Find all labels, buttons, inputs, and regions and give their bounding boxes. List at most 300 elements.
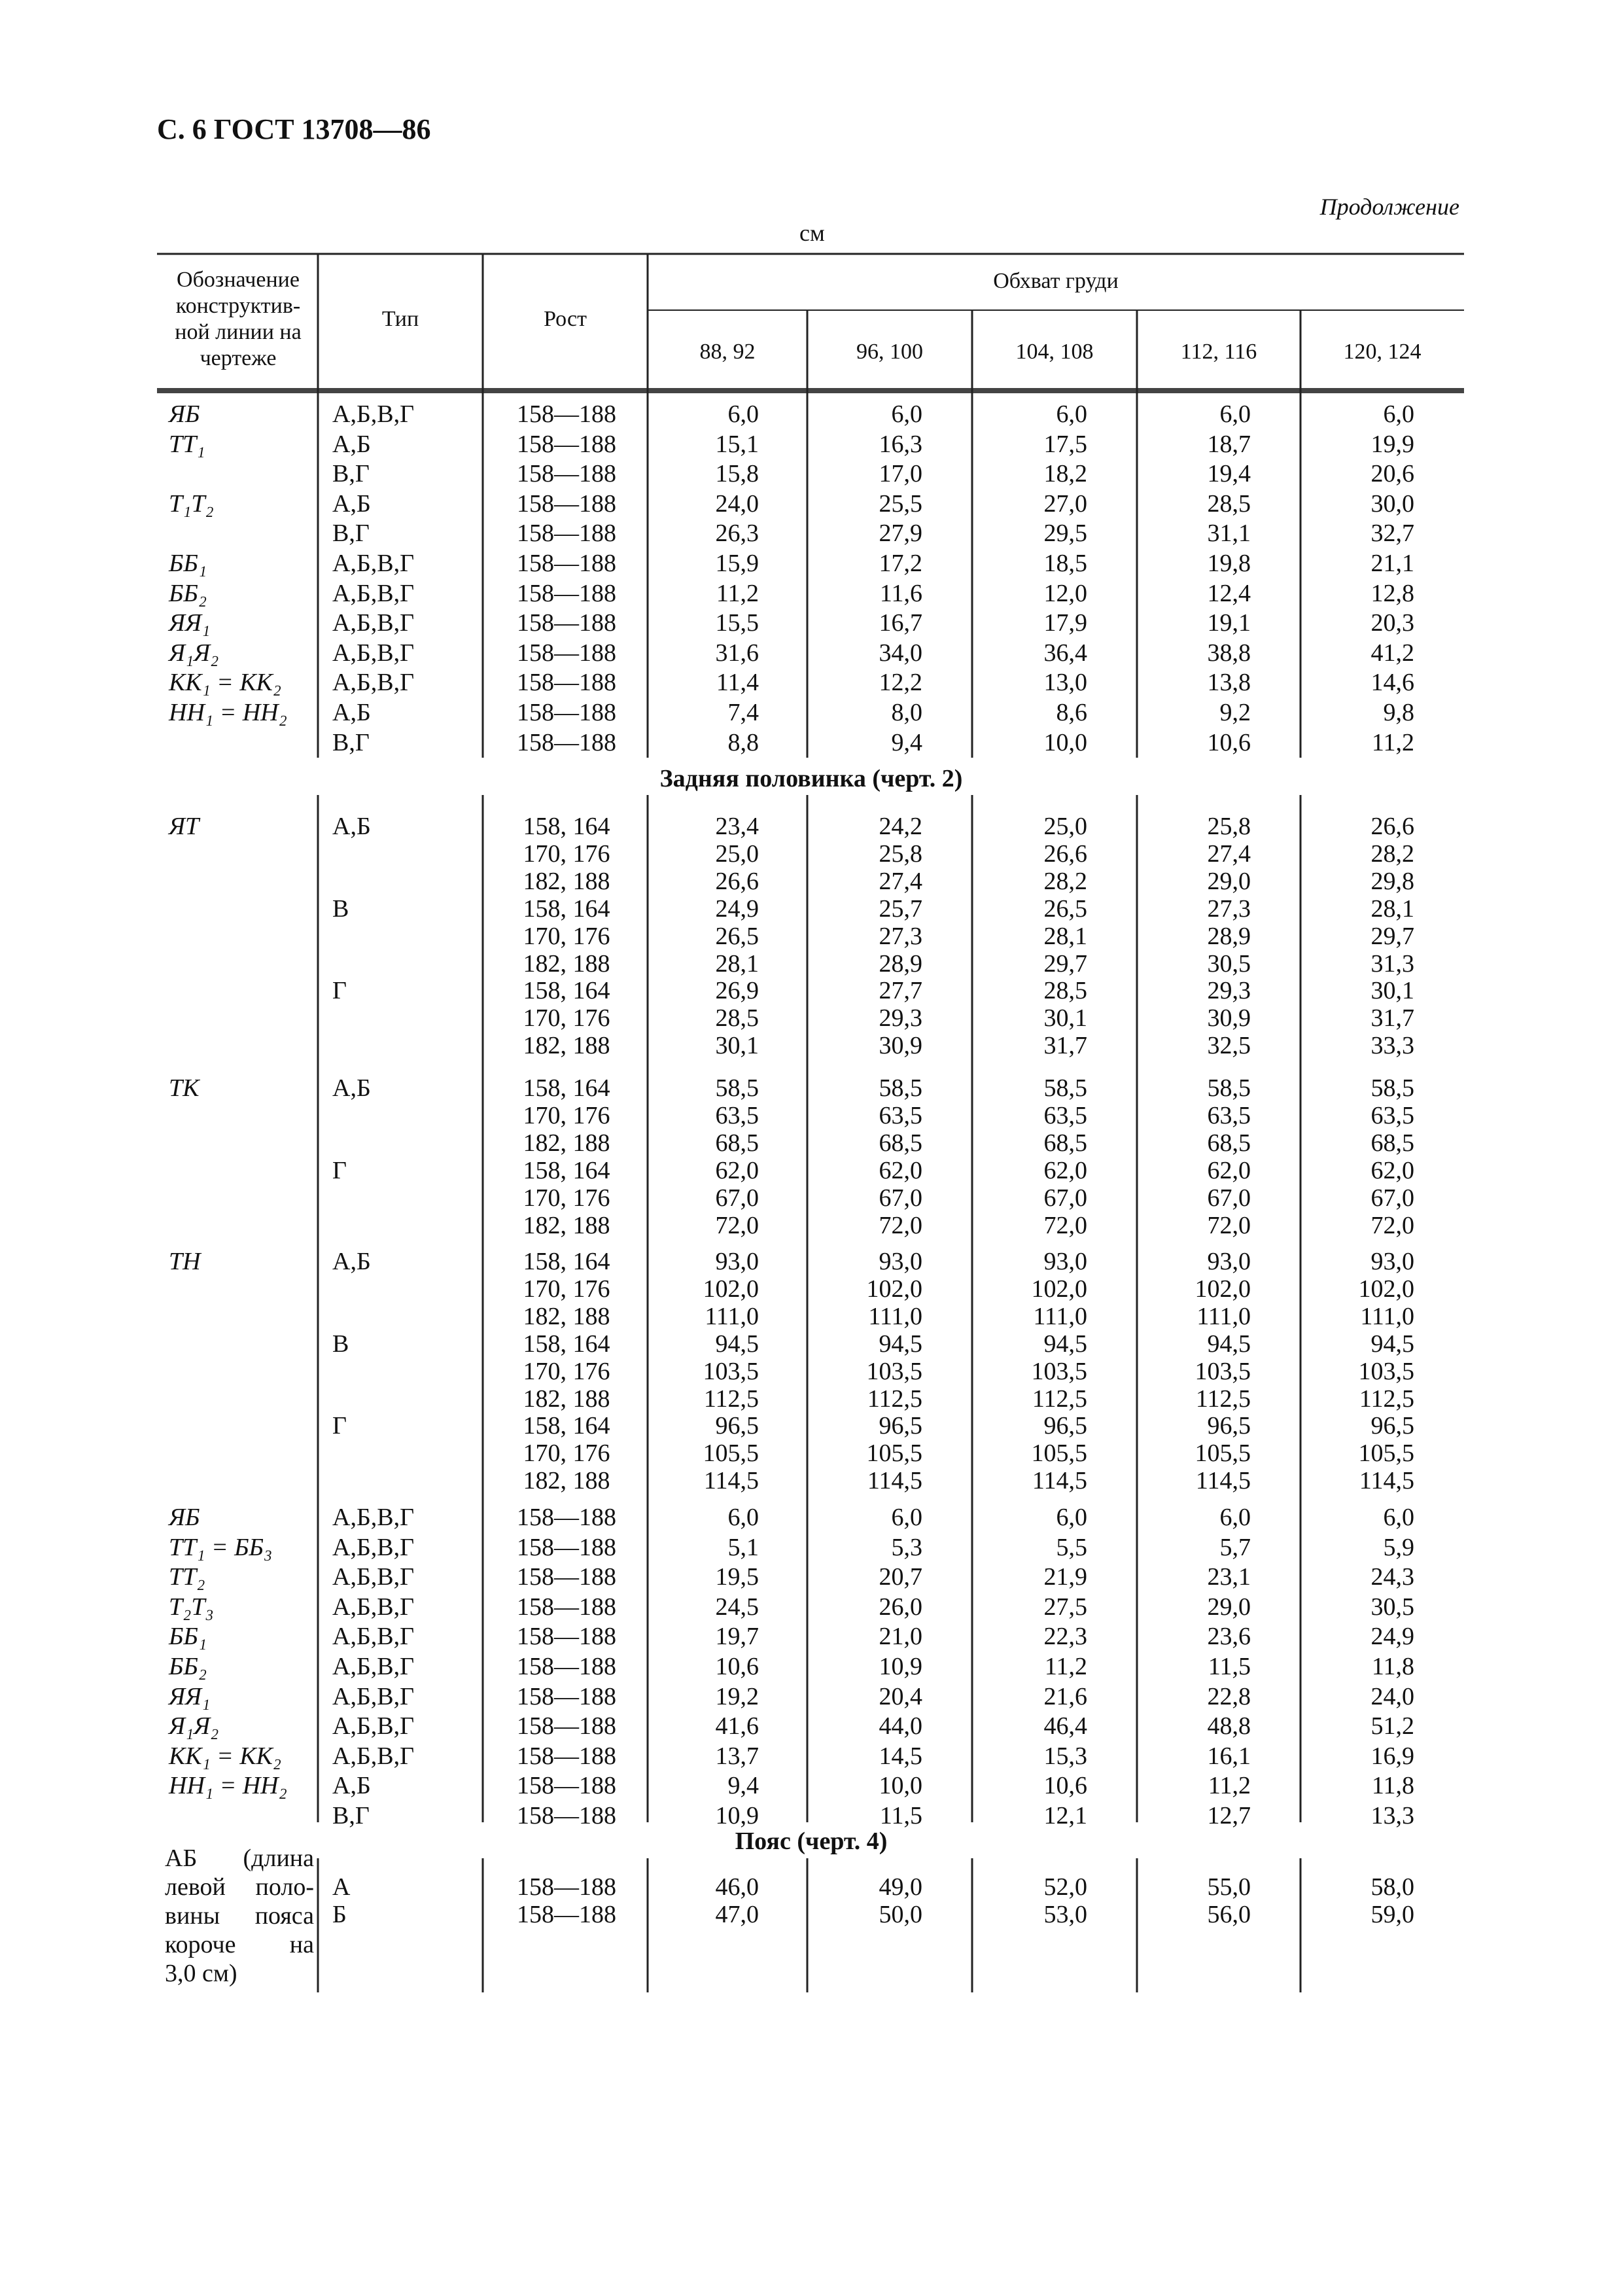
cell-value: 46,0 bbox=[715, 1873, 759, 1901]
table-row bbox=[0, 1330, 1623, 1358]
cell-value: 29,5 bbox=[1043, 520, 1087, 548]
cell-value: 67,0 bbox=[1043, 1184, 1087, 1212]
cell-value: 105,5 bbox=[1031, 1439, 1087, 1468]
cell-height: 170, 176 bbox=[523, 1004, 610, 1033]
cell-value: 5,7 bbox=[1219, 1533, 1251, 1561]
cell-value: 111,0 bbox=[868, 1302, 922, 1330]
cell-value: 17,2 bbox=[879, 550, 922, 577]
cell-height: 158—188 bbox=[517, 1593, 616, 1621]
cell-type: А,Б bbox=[332, 1248, 371, 1275]
cell-value: 6,0 bbox=[1219, 400, 1251, 428]
cell-value: 93,0 bbox=[1207, 1248, 1251, 1275]
cell-value: 12,7 bbox=[1207, 1802, 1251, 1829]
cell-value: 32,7 bbox=[1370, 520, 1414, 548]
cell-value: 28,1 bbox=[1370, 894, 1414, 923]
cell-designation: ББ₂ bbox=[169, 579, 207, 607]
cell-designation: ЯБ bbox=[169, 400, 200, 428]
cell-value: 16,3 bbox=[879, 430, 922, 458]
cell-height: 158—188 bbox=[517, 1653, 616, 1680]
cell-height: 158—188 bbox=[517, 699, 616, 726]
cell-value: 21,0 bbox=[879, 1623, 922, 1651]
cell-value: 20,4 bbox=[879, 1682, 922, 1710]
cell-value: 47,0 bbox=[715, 1900, 759, 1928]
table-row bbox=[0, 698, 1623, 727]
cell-value: 10,9 bbox=[715, 1802, 759, 1829]
cell-value: 11,2 bbox=[1371, 728, 1414, 756]
cell-value: 62,0 bbox=[1043, 1156, 1087, 1184]
cell-value: 94,5 bbox=[879, 1330, 922, 1358]
table-row bbox=[0, 609, 1623, 637]
table-row bbox=[0, 1563, 1623, 1591]
cell-height: 158—188 bbox=[517, 550, 616, 577]
table-row bbox=[0, 1031, 1623, 1060]
table-row bbox=[0, 1357, 1623, 1386]
cell-type: Г bbox=[332, 1156, 347, 1184]
cell-type: А,Б,В,Г bbox=[332, 669, 415, 697]
cell-value: 6,0 bbox=[1056, 1504, 1087, 1531]
cell-value: 114,5 bbox=[867, 1467, 922, 1495]
cell-value: 96,5 bbox=[1043, 1412, 1087, 1440]
cell-value: 25,0 bbox=[715, 839, 759, 868]
table-row bbox=[0, 976, 1623, 1005]
cell-value: 11,5 bbox=[1208, 1653, 1251, 1680]
cell-height: 158—188 bbox=[517, 1623, 616, 1651]
col-header-type: Тип bbox=[381, 307, 419, 331]
cell-height: 182, 188 bbox=[523, 1467, 610, 1495]
cell-value: 58,5 bbox=[1207, 1074, 1251, 1102]
table-row bbox=[0, 1184, 1623, 1212]
cell-value: 16,9 bbox=[1370, 1742, 1414, 1770]
table-row bbox=[0, 1275, 1623, 1303]
table-row bbox=[0, 1503, 1623, 1532]
cell-value: 112,5 bbox=[1359, 1385, 1414, 1413]
table-row bbox=[0, 812, 1623, 841]
cell-height: 170, 176 bbox=[523, 1357, 610, 1385]
cell-value: 15,1 bbox=[715, 430, 759, 458]
cell-value: 10,0 bbox=[879, 1772, 922, 1800]
cell-value: 26,6 bbox=[1043, 839, 1087, 868]
cell-value: 19,1 bbox=[1207, 609, 1251, 637]
cell-height: 158—188 bbox=[517, 400, 616, 428]
cell-value: 28,9 bbox=[1207, 922, 1251, 950]
cell-value: 24,3 bbox=[1370, 1563, 1414, 1591]
cell-value: 30,1 bbox=[1043, 1004, 1087, 1033]
cell-designation: ТН bbox=[169, 1248, 201, 1275]
cell-height: 158—188 bbox=[517, 1873, 616, 1901]
cell-height: 158—188 bbox=[517, 1504, 616, 1531]
cell-value: 58,5 bbox=[879, 1074, 922, 1102]
cell-type: А,Б bbox=[332, 813, 371, 840]
cell-value: 103,5 bbox=[1031, 1357, 1087, 1385]
cell-value: 28,2 bbox=[1043, 867, 1087, 895]
cell-designation: Я₁Я₂ bbox=[169, 639, 219, 667]
cell-value: 112,5 bbox=[867, 1385, 922, 1413]
cell-height: 182, 188 bbox=[523, 1211, 610, 1239]
table-row bbox=[0, 728, 1623, 757]
cell-value: 96,5 bbox=[879, 1412, 922, 1440]
cell-value: 111,0 bbox=[1196, 1302, 1251, 1330]
cell-value: 28,5 bbox=[715, 1004, 759, 1033]
cell-value: 46,4 bbox=[1043, 1712, 1087, 1740]
cell-value: 18,7 bbox=[1207, 430, 1251, 458]
cell-value: 19,2 bbox=[715, 1682, 759, 1710]
cell-value: 6,0 bbox=[1219, 1504, 1251, 1531]
cell-value: 6,0 bbox=[1056, 400, 1087, 428]
cell-type: А,Б bbox=[332, 430, 371, 458]
cell-value: 27,9 bbox=[879, 520, 922, 548]
cell-designation: ББ₁ bbox=[169, 1623, 207, 1651]
cell-value: 23,1 bbox=[1207, 1563, 1251, 1591]
cell-value: 105,5 bbox=[866, 1439, 922, 1468]
cell-value: 30,9 bbox=[879, 1032, 922, 1060]
cell-value: 94,5 bbox=[1043, 1330, 1087, 1358]
cell-value: 28,1 bbox=[715, 949, 759, 978]
cell-type: А,Б,В,Г bbox=[332, 1593, 415, 1621]
cell-type: А,Б,В,Г bbox=[332, 639, 415, 667]
cell-value: 11,6 bbox=[879, 579, 922, 607]
cell-designation: НН₁ = НН₂ bbox=[169, 699, 287, 726]
cell-value: 26,0 bbox=[879, 1593, 922, 1621]
cell-height: 158—188 bbox=[517, 1682, 616, 1710]
cell-value: 30,5 bbox=[1207, 949, 1251, 978]
cell-value: 30,9 bbox=[1207, 1004, 1251, 1033]
cell-value: 94,5 bbox=[1207, 1330, 1251, 1358]
cell-value: 30,1 bbox=[1370, 977, 1414, 1005]
cell-value: 15,8 bbox=[715, 460, 759, 488]
table-row bbox=[0, 867, 1623, 896]
cell-value: 12,4 bbox=[1207, 579, 1251, 607]
cell-value: 93,0 bbox=[1043, 1248, 1087, 1275]
col-header-designation: Обозначение конструктив- ной линии на чертеже bbox=[175, 268, 302, 370]
cell-value: 63,5 bbox=[1370, 1101, 1414, 1129]
cell-value: 24,9 bbox=[1370, 1623, 1414, 1651]
cell-value: 29,0 bbox=[1207, 1593, 1251, 1621]
cell-value: 24,0 bbox=[715, 489, 759, 518]
cell-value: 30,1 bbox=[715, 1032, 759, 1060]
cell-value: 93,0 bbox=[715, 1248, 759, 1275]
table-row bbox=[0, 668, 1623, 697]
cell-height: 182, 188 bbox=[523, 949, 610, 978]
cell-type: Г bbox=[332, 1412, 347, 1440]
cell-designation: ТК bbox=[169, 1074, 200, 1102]
cell-height: 158, 164 bbox=[523, 813, 610, 840]
cell-designation: ТТ₂ bbox=[169, 1563, 205, 1591]
table-row bbox=[0, 1385, 1623, 1413]
cell-type: А,Б,В,Г bbox=[332, 1533, 415, 1561]
cell-value: 111,0 bbox=[1360, 1302, 1414, 1330]
cell-value: 12,2 bbox=[879, 669, 922, 697]
cell-value: 13,3 bbox=[1370, 1802, 1414, 1829]
cell-value: 96,5 bbox=[715, 1412, 759, 1440]
cell-value: 19,8 bbox=[1207, 550, 1251, 577]
continuation-label: Продолжение bbox=[1319, 194, 1459, 220]
cell-value: 36,4 bbox=[1043, 639, 1087, 667]
cell-value: 5,1 bbox=[727, 1533, 759, 1561]
table-row bbox=[0, 1622, 1623, 1651]
cell-value: 19,9 bbox=[1370, 430, 1414, 458]
table-row bbox=[0, 489, 1623, 518]
cell-value: 28,9 bbox=[879, 949, 922, 978]
cell-value: 34,0 bbox=[879, 639, 922, 667]
cell-type: А,Б,В,Г bbox=[332, 1504, 415, 1531]
cell-value: 21,1 bbox=[1370, 550, 1414, 577]
cell-value: 13,0 bbox=[1043, 669, 1087, 697]
cell-value: 105,5 bbox=[1195, 1439, 1251, 1468]
table-row bbox=[0, 1211, 1623, 1240]
cell-value: 58,0 bbox=[1370, 1873, 1414, 1901]
table-row bbox=[0, 922, 1623, 951]
cell-value: 38,8 bbox=[1207, 639, 1251, 667]
cell-value: 67,0 bbox=[1370, 1184, 1414, 1212]
cell-type: Б bbox=[332, 1900, 347, 1928]
cell-value: 20,7 bbox=[879, 1563, 922, 1591]
cell-value: 27,7 bbox=[879, 977, 922, 1005]
cell-value: 58,5 bbox=[1043, 1074, 1087, 1102]
cell-height: 158—188 bbox=[517, 1563, 616, 1591]
cell-value: 9,8 bbox=[1383, 699, 1414, 726]
cell-value: 22,8 bbox=[1207, 1682, 1251, 1710]
cell-value: 20,3 bbox=[1370, 609, 1414, 637]
cell-value: 5,3 bbox=[891, 1533, 922, 1561]
cell-value: 28,2 bbox=[1370, 839, 1414, 868]
cell-value: 15,5 bbox=[715, 609, 759, 637]
cell-value: 28,5 bbox=[1043, 977, 1087, 1005]
cell-height: 170, 176 bbox=[523, 1275, 610, 1303]
cell-value: 68,5 bbox=[1370, 1129, 1414, 1157]
cell-type: А,Б,В,Г bbox=[332, 1742, 415, 1770]
cell-type: В,Г bbox=[332, 460, 370, 488]
cell-value: 27,4 bbox=[1207, 839, 1251, 868]
cell-value: 102,0 bbox=[866, 1275, 922, 1303]
cell-value: 21,9 bbox=[1043, 1563, 1087, 1591]
cell-height: 170, 176 bbox=[523, 1439, 610, 1468]
cell-value: 93,0 bbox=[879, 1248, 922, 1275]
cell-value: 102,0 bbox=[1358, 1275, 1414, 1303]
col-header-size: 120, 124 bbox=[1343, 340, 1422, 364]
cell-designation: ЯЯ₁ bbox=[169, 609, 211, 637]
table-row bbox=[0, 1411, 1623, 1440]
cell-height: 170, 176 bbox=[523, 839, 610, 868]
cell-value: 9,2 bbox=[1219, 699, 1251, 726]
cell-type: А,Б bbox=[332, 1772, 371, 1800]
col-header-chest: Обхват груди bbox=[993, 269, 1119, 293]
cell-value: 12,0 bbox=[1043, 579, 1087, 607]
table-row bbox=[0, 639, 1623, 667]
cell-height: 158—188 bbox=[517, 1712, 616, 1740]
table-row bbox=[0, 1129, 1623, 1157]
cell-type: В,Г bbox=[332, 520, 370, 548]
table-row bbox=[0, 1156, 1623, 1185]
cell-value: 21,6 bbox=[1043, 1682, 1087, 1710]
cell-value: 31,3 bbox=[1370, 949, 1414, 978]
cell-value: 50,0 bbox=[879, 1900, 922, 1928]
cell-value: 59,0 bbox=[1370, 1900, 1414, 1928]
cell-value: 9,4 bbox=[727, 1772, 759, 1800]
cell-value: 10,6 bbox=[715, 1653, 759, 1680]
table-row bbox=[0, 1466, 1623, 1495]
cell-value: 6,0 bbox=[891, 1504, 922, 1531]
cell-value: 22,3 bbox=[1043, 1623, 1087, 1651]
cell-value: 63,5 bbox=[715, 1101, 759, 1129]
cell-height: 158, 164 bbox=[523, 977, 610, 1005]
cell-value: 58,5 bbox=[715, 1074, 759, 1102]
cell-designation: ТТ₁ = ББ₃ bbox=[169, 1533, 273, 1561]
cell-value: 6,0 bbox=[1383, 1504, 1414, 1531]
cell-designation: ЯТ bbox=[169, 813, 200, 840]
cell-height: 158—188 bbox=[517, 1772, 616, 1800]
cell-value: 6,0 bbox=[891, 400, 922, 428]
cell-designation: ББ₁ bbox=[169, 550, 207, 577]
table-row bbox=[0, 1712, 1623, 1740]
cell-value: 48,8 bbox=[1207, 1712, 1251, 1740]
table-row bbox=[0, 1247, 1623, 1276]
cell-value: 25,8 bbox=[1207, 813, 1251, 840]
cell-value: 26,5 bbox=[1043, 894, 1087, 923]
cell-value: 12,1 bbox=[1043, 1802, 1087, 1829]
cell-value: 29,7 bbox=[1370, 922, 1414, 950]
cell-value: 19,4 bbox=[1207, 460, 1251, 488]
cell-value: 12,8 bbox=[1370, 579, 1414, 607]
cell-value: 28,5 bbox=[1207, 489, 1251, 518]
cell-height: 158—188 bbox=[517, 669, 616, 697]
cell-value: 94,5 bbox=[1370, 1330, 1414, 1358]
cell-value: 19,5 bbox=[715, 1563, 759, 1591]
cell-value: 23,6 bbox=[1207, 1623, 1251, 1651]
cell-designation: КК₁ = КК₂ bbox=[169, 669, 282, 697]
cell-height: 158, 164 bbox=[523, 1412, 610, 1440]
cell-value: 10,6 bbox=[1207, 728, 1251, 756]
table-row bbox=[0, 519, 1623, 548]
cell-value: 14,5 bbox=[879, 1742, 922, 1770]
cell-designation: Т₁Т₂ bbox=[169, 489, 214, 518]
table-row bbox=[0, 949, 1623, 978]
cell-value: 17,5 bbox=[1043, 430, 1087, 458]
cell-height: 158—188 bbox=[517, 1802, 616, 1829]
cell-height: 158—188 bbox=[517, 1533, 616, 1561]
cell-type: В,Г bbox=[332, 728, 370, 756]
cell-designation: ЯБ bbox=[169, 1504, 200, 1531]
cell-value: 27,5 bbox=[1043, 1593, 1087, 1621]
table-row bbox=[0, 400, 1623, 429]
cell-value: 44,0 bbox=[879, 1712, 922, 1740]
cell-value: 30,5 bbox=[1370, 1593, 1414, 1621]
cell-type: А,Б bbox=[332, 489, 371, 518]
cell-value: 62,0 bbox=[1370, 1156, 1414, 1184]
cell-value: 72,0 bbox=[1207, 1211, 1251, 1239]
cell-value: 67,0 bbox=[1207, 1184, 1251, 1212]
table-row bbox=[0, 894, 1623, 923]
cell-value: 52,0 bbox=[1043, 1873, 1087, 1901]
cell-value: 13,7 bbox=[715, 1742, 759, 1770]
cell-value: 16,1 bbox=[1207, 1742, 1251, 1770]
cell-type: В bbox=[332, 894, 349, 923]
table-row bbox=[0, 459, 1623, 488]
cell-value: 10,6 bbox=[1043, 1772, 1087, 1800]
cell-height: 158—188 bbox=[517, 489, 616, 518]
table-row bbox=[0, 1439, 1623, 1468]
cell-value: 11,2 bbox=[1208, 1772, 1251, 1800]
cell-value: 10,0 bbox=[1043, 728, 1087, 756]
cell-value: 11,2 bbox=[1044, 1653, 1087, 1680]
cell-value: 105,5 bbox=[703, 1439, 759, 1468]
cell-value: 32,5 bbox=[1207, 1032, 1251, 1060]
cell-value: 29,3 bbox=[879, 1004, 922, 1033]
cell-height: 158, 164 bbox=[523, 1248, 610, 1275]
cell-designation: ТТ₁ bbox=[169, 430, 205, 458]
col-header-size: 104, 108 bbox=[1015, 340, 1094, 364]
cell-value: 9,4 bbox=[891, 728, 922, 756]
cell-height: 182, 188 bbox=[523, 1385, 610, 1413]
col-header-height: Рост bbox=[544, 307, 587, 331]
table-row bbox=[0, 1004, 1623, 1033]
cell-type: В,Г bbox=[332, 1802, 370, 1829]
cell-height: 158—188 bbox=[517, 520, 616, 548]
cell-value: 11,4 bbox=[716, 669, 759, 697]
unit-label: см bbox=[799, 220, 825, 246]
cell-value: 31,7 bbox=[1370, 1004, 1414, 1033]
cell-value: 111,0 bbox=[705, 1302, 759, 1330]
cell-value: 25,8 bbox=[879, 839, 922, 868]
cell-height: 158, 164 bbox=[523, 1074, 610, 1102]
table-row bbox=[0, 1652, 1623, 1681]
table-row bbox=[0, 1682, 1623, 1711]
cell-value: 17,0 bbox=[879, 460, 922, 488]
cell-value: 24,9 bbox=[715, 894, 759, 923]
cell-value: 24,0 bbox=[1370, 1682, 1414, 1710]
cell-height: 170, 176 bbox=[523, 922, 610, 950]
table-row bbox=[0, 1801, 1623, 1830]
table-row bbox=[0, 549, 1623, 578]
cell-value: 18,5 bbox=[1043, 550, 1087, 577]
cell-value: 102,0 bbox=[1195, 1275, 1251, 1303]
section-back-title: Задняя половинка (черт. 2) bbox=[659, 765, 963, 792]
cell-value: 111,0 bbox=[1033, 1302, 1087, 1330]
section-belt-title: Пояс (черт. 4) bbox=[735, 1828, 888, 1855]
cell-type: А,Б,В,Г bbox=[332, 1712, 415, 1740]
cell-value: 68,5 bbox=[1207, 1129, 1251, 1157]
cell-designation: Я₁Я₂ bbox=[169, 1712, 219, 1740]
cell-value: 68,5 bbox=[879, 1129, 922, 1157]
cell-designation: КК₁ = КК₂ bbox=[169, 1742, 282, 1770]
cell-value: 72,0 bbox=[879, 1211, 922, 1239]
cell-value: 103,5 bbox=[1195, 1357, 1251, 1385]
table-row bbox=[0, 1101, 1623, 1130]
table-row bbox=[0, 839, 1623, 868]
cell-value: 96,5 bbox=[1370, 1412, 1414, 1440]
cell-type: А,Б bbox=[332, 699, 371, 726]
cell-value: 96,5 bbox=[1207, 1412, 1251, 1440]
cell-height: 170, 176 bbox=[523, 1101, 610, 1129]
cell-value: 31,6 bbox=[715, 639, 759, 667]
belt-description: АБ (длина левой поло- вины пояса короче на 3,0 см) bbox=[165, 1845, 314, 1987]
table-row bbox=[0, 1771, 1623, 1800]
cell-value: 7,4 bbox=[727, 699, 759, 726]
cell-value: 102,0 bbox=[703, 1275, 759, 1303]
cell-value: 27,0 bbox=[1043, 489, 1087, 518]
cell-type: А,Б,В,Г bbox=[332, 1623, 415, 1651]
table-row bbox=[0, 1593, 1623, 1621]
cell-value: 103,5 bbox=[1358, 1357, 1414, 1385]
table-row bbox=[0, 1302, 1623, 1331]
cell-height: 158—188 bbox=[517, 639, 616, 667]
cell-value: 25,5 bbox=[879, 489, 922, 518]
cell-designation: НН₁ = НН₂ bbox=[169, 1772, 287, 1800]
cell-height: 158—188 bbox=[517, 430, 616, 458]
cell-value: 102,0 bbox=[1031, 1275, 1087, 1303]
cell-value: 29,7 bbox=[1043, 949, 1087, 978]
table-row bbox=[0, 1742, 1623, 1771]
cell-value: 63,5 bbox=[879, 1101, 922, 1129]
